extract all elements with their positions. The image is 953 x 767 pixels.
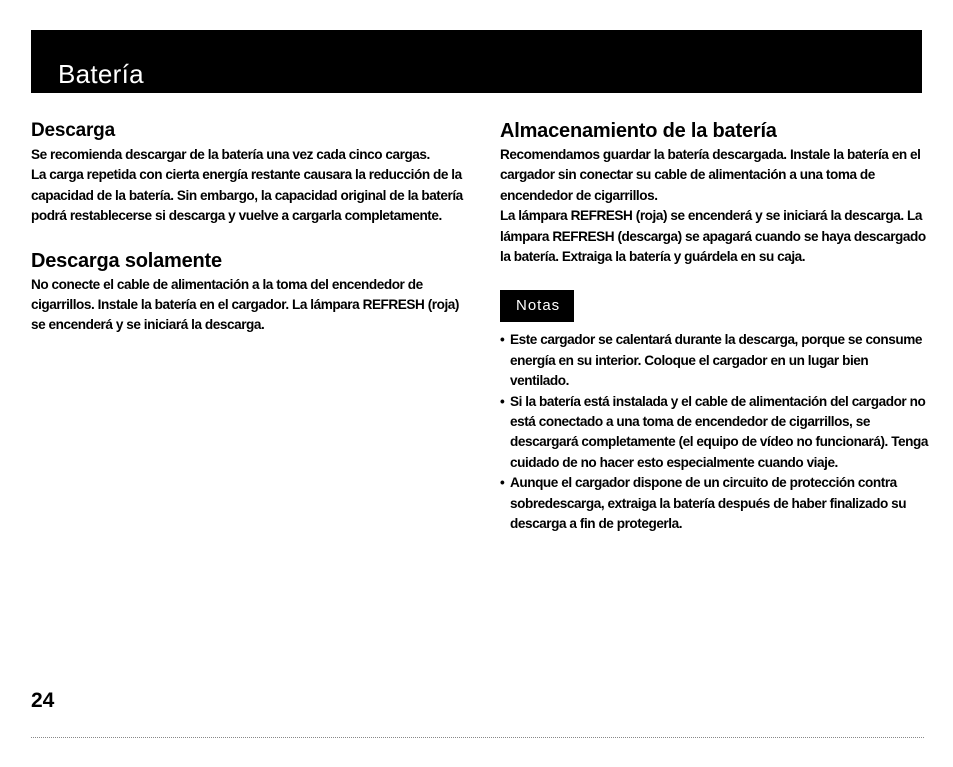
paragraph: La carga repetida con cierta energía restante causara la reducción de la capacidad de la batería. Sin embargo, la capacidad original de la batería podrá restablecerse si descarga y vuelve a cargarla completamente. bbox=[31, 167, 463, 224]
notes-label: Notas bbox=[500, 290, 574, 322]
right-column bbox=[500, 119, 930, 535]
page-number: 24 bbox=[31, 689, 55, 712]
paragraph: La lámpara REFRESH (roja) se encenderá y se iniciará la descarga. La lámpara REFRESH (descarga) se apagará cuando se haya descargado la batería. Extraiga la batería y guárdela en su caja. bbox=[500, 208, 926, 265]
note-text: Si la batería está instalada y el cable de alimentación del cargador no está conectado a una toma de encendedor de cigarrillos, se descargará completamente (el equipo de vídeo no funcionará). Tenga cuidado de no hacer esto especialmente cuando viaje. bbox=[510, 393, 928, 470]
page-title: Batería bbox=[58, 59, 144, 89]
paragraph: Se recomienda descargar de la batería una vez cada cinco cargas. bbox=[31, 147, 430, 162]
paragraph: Recomendamos guardar la batería descargada. Instale la batería en el cargador sin conectar su cable de alimentación a una toma de encendedor de cigarrillos. bbox=[500, 147, 921, 203]
bullet-icon: • bbox=[500, 332, 505, 348]
footer-divider bbox=[31, 737, 924, 738]
section-heading-descarga-solamente: Descarga solamente bbox=[31, 249, 222, 272]
paragraph: No conecte el cable de alimentación a la toma del encendedor de cigarrillos. Instale la batería en el cargador. La lámpara REFRESH (roja) se encenderá y se iniciará la descarga. bbox=[31, 276, 459, 333]
note-text: Aunque el cargador dispone de un circuito de protección contra sobredescarga, extraiga la batería después de haber finalizado su descarga a fin de protegerla. bbox=[510, 475, 907, 532]
list-item bbox=[500, 330, 930, 391]
note-text: Este cargador se calentará durante la descarga, porque se consume energía en su interior. Coloque el cargador en un lugar bien ventilado. bbox=[510, 332, 922, 389]
section-descarga-solamente bbox=[31, 249, 471, 336]
list-item bbox=[500, 473, 930, 534]
title-banner bbox=[31, 30, 922, 93]
section-heading-almacenamiento: Almacenamiento de la batería bbox=[500, 120, 777, 142]
section-heading-descarga: Descarga bbox=[31, 120, 115, 141]
bullet-icon: • bbox=[500, 475, 505, 491]
notes-list bbox=[500, 330, 930, 534]
bullet-icon: • bbox=[500, 393, 505, 409]
left-column bbox=[31, 119, 471, 336]
list-item bbox=[500, 392, 930, 474]
